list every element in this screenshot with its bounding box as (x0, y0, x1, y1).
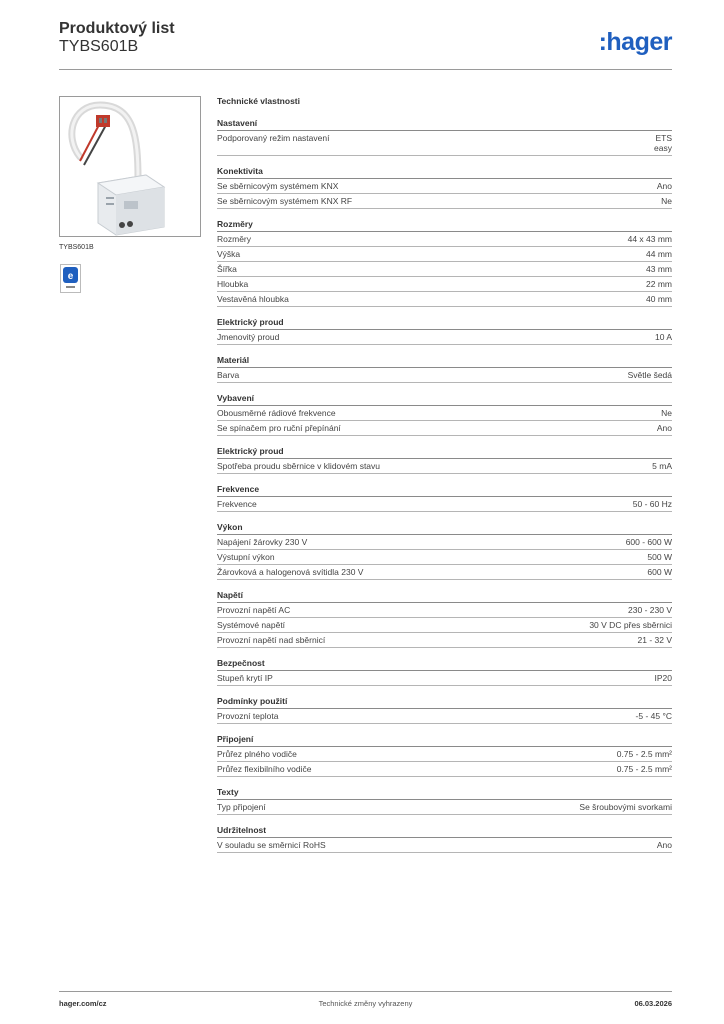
page-header (59, 20, 672, 70)
footer-website-link[interactable]: hager.com/cz (59, 999, 107, 1008)
spec-group-title: Udržitelnost (217, 823, 672, 838)
spec-group (217, 588, 672, 648)
spec-label: Vestavěná hloubka (217, 294, 289, 304)
spec-group-title: Materiál (217, 353, 672, 368)
spec-value: 40 mm (646, 294, 672, 304)
spec-group-title: Nastavení (217, 116, 672, 131)
spec-row (217, 459, 672, 474)
spec-row (217, 762, 672, 777)
spec-row (217, 618, 672, 633)
spec-value: Ano (656, 840, 672, 850)
spec-value: 22 mm (646, 279, 672, 289)
spec-value: 0.75 - 2.5 mm² (616, 764, 672, 774)
spec-group-title: Frekvence (217, 482, 672, 497)
spec-row (217, 603, 672, 618)
spec-label: Se sběrnicovým systémem KNX (217, 181, 339, 191)
footer-notice: Technické změny vyhrazeny (318, 999, 413, 1008)
spec-label: Obousměrné rádiové frekvence (217, 408, 336, 418)
spec-value: 230 - 230 V (628, 605, 672, 615)
spec-group-title: Bezpečnost (217, 656, 672, 671)
spec-row (217, 550, 672, 565)
spec-label: Se spínačem pro ruční přepínání (217, 423, 341, 433)
spec-row (217, 421, 672, 436)
spec-group (217, 217, 672, 307)
spec-group (217, 823, 672, 853)
technical-specs (217, 96, 672, 861)
spec-group (217, 656, 672, 686)
spec-value: 21 - 32 V (637, 635, 672, 645)
spec-label: Napájení žárovky 230 V (217, 537, 308, 547)
spec-value: Světle šedá (627, 370, 672, 380)
spec-label: Výška (217, 249, 241, 259)
spec-row (217, 247, 672, 262)
spec-value: 30 V DC přes sběrnici (589, 620, 672, 630)
spec-row (217, 709, 672, 724)
spec-group (217, 353, 672, 383)
product-image (59, 96, 201, 237)
spec-value: 43 mm (646, 264, 672, 274)
spec-group (217, 785, 672, 815)
product-code: TYBS601B (59, 38, 139, 55)
spec-row (217, 535, 672, 550)
spec-value: 600 W (647, 567, 672, 577)
spec-value: -5 - 45 °C (635, 711, 672, 721)
spec-label: Provozní napětí nad sběrnicí (217, 635, 326, 645)
spec-row (217, 565, 672, 580)
specs-title: Technické vlastnosti (217, 96, 300, 106)
spec-group-title: Připojení (217, 732, 672, 747)
spec-value: 5 mA (652, 461, 672, 471)
spec-label: Průřez flexibilního vodiče (217, 764, 312, 774)
spec-value: 44 mm (646, 249, 672, 259)
product-caption: TYBS601B (59, 244, 94, 251)
spec-row (217, 368, 672, 383)
logo-text: hager (606, 28, 672, 56)
spec-group (217, 315, 672, 345)
spec-row (217, 406, 672, 421)
badge-letter: e (67, 271, 74, 282)
spec-label: Frekvence (217, 499, 257, 509)
spec-label: Výstupní výkon (217, 552, 275, 562)
spec-value: Ne (661, 196, 672, 206)
page-title: Produktový list (59, 20, 175, 37)
spec-label: Podporovaný režim nastavení (217, 133, 330, 143)
spec-group-title: Elektrický proud (217, 315, 672, 330)
spec-group (217, 694, 672, 724)
spec-label: Spotřeba proudu sběrnice v klidovém stavu (217, 461, 381, 471)
spec-group-title: Rozměry (217, 217, 672, 232)
spec-row (217, 633, 672, 648)
spec-value: 44 x 43 mm (627, 234, 672, 244)
spec-group-title: Podmínky použití (217, 694, 672, 709)
spec-group (217, 164, 672, 209)
spec-label: Žárovková a halogenová svítidla 230 V (217, 567, 364, 577)
product-photo (60, 97, 200, 236)
spec-groups (217, 116, 672, 853)
spec-label: Se sběrnicovým systémem KNX RF (217, 196, 353, 206)
spec-row (217, 131, 672, 156)
spec-group-title: Konektivita (217, 164, 672, 179)
spec-value: Ano (656, 423, 672, 433)
spec-value: 10 A (654, 332, 672, 342)
spec-label: Systémové napětí (217, 620, 286, 630)
spec-group (217, 444, 672, 474)
spec-value: 50 - 60 Hz (632, 499, 672, 509)
spec-row (217, 800, 672, 815)
spec-label: Typ připojení (217, 802, 266, 812)
spec-row (217, 277, 672, 292)
spec-group (217, 732, 672, 777)
spec-label: V souladu se směrnicí RoHS (217, 840, 326, 850)
spec-group (217, 391, 672, 436)
spec-label: Jmenovitý proud (217, 332, 280, 342)
energy-label-icon (60, 264, 81, 293)
spec-row (217, 497, 672, 512)
page-footer (59, 991, 672, 1011)
spec-row (217, 292, 672, 307)
spec-value: ETS easy (654, 133, 672, 153)
spec-row (217, 194, 672, 209)
spec-label: Průřez plného vodiče (217, 749, 297, 759)
spec-value: Se šroubovými svorkami (579, 802, 672, 812)
spec-label: Šířka (217, 264, 237, 274)
spec-group-title: Napětí (217, 588, 672, 603)
spec-label: Rozměry (217, 234, 252, 244)
spec-row (217, 330, 672, 345)
spec-label: Barva (217, 370, 240, 380)
spec-label: Provozní teplota (217, 711, 279, 721)
spec-row (217, 747, 672, 762)
spec-value: Ne (661, 408, 672, 418)
spec-row (217, 179, 672, 194)
spec-value: 600 - 600 W (625, 537, 672, 547)
spec-value: 500 W (647, 552, 672, 562)
spec-group-title: Texty (217, 785, 672, 800)
spec-row (217, 232, 672, 247)
spec-row (217, 671, 672, 686)
spec-label: Stupeň krytí IP (217, 673, 273, 683)
spec-group-title: Vybavení (217, 391, 672, 406)
footer-date: 06.03.2026 (634, 999, 672, 1008)
spec-value: Ano (656, 181, 672, 191)
spec-row (217, 838, 672, 853)
spec-label: Provozní napětí AC (217, 605, 291, 615)
spec-label: Hloubka (217, 279, 249, 289)
spec-value: IP20 (654, 673, 672, 683)
hager-logo[interactable] (599, 28, 672, 57)
spec-group-title: Elektrický proud (217, 444, 672, 459)
logo-colon: : (598, 28, 607, 56)
spec-value: 0.75 - 2.5 mm² (616, 749, 672, 759)
spec-group-title: Výkon (217, 520, 672, 535)
spec-group (217, 116, 672, 156)
spec-group (217, 520, 672, 580)
spec-group (217, 482, 672, 512)
spec-row (217, 262, 672, 277)
